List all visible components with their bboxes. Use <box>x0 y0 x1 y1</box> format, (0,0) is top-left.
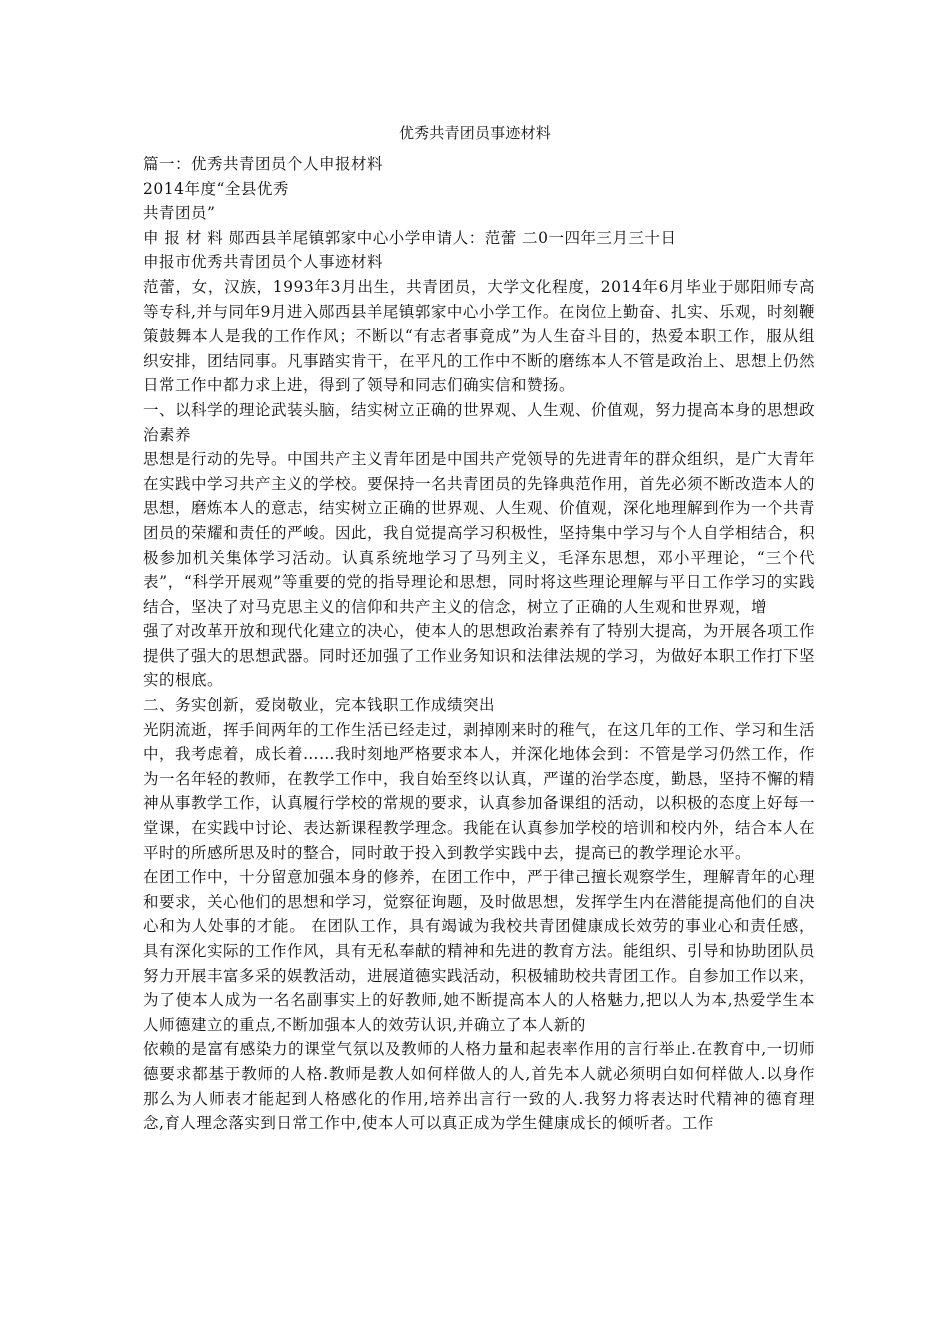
section-heading: 一、以科学的理论武装头脑，结实树立正确的世界观、人生观、价值观，努力提高本身的思想政治素养 <box>143 400 816 444</box>
paragraph: 依赖的是富有感染力的课堂气氛以及教师的人格力量和起表率作用的言行举止.在教育中,一切师德要求都基于教师的人格.教师是教人如何样做人的人,首先本人就必须明白如何样做人.以身作那么为人师表才能起到人格感化的作用,培养出言行一致的人.我努力将表达时代精神的德育理念,育人理念落实到日常工作中,使本人可以真正成为学生健康成长的倾听者。工作 <box>143 1040 815 1133</box>
paragraph: 在团工作中，十分留意加强本身的修养，在团工作中，严于律己擅长观察学生，理解青年的心理和要求，关心他们的思想和学习，觉察征询题，及时做思想，发挥学生内在潜能提高他们的自决心和为人处事的才能。 在团队工作，具有竭诚为我校共青团健康成长效劳的事业心和责任感，具有深化实际的工作作风，具有无私奉献的精神和先进的教育方法。能组织、引导和协助团队员努力开展丰富多采的娱教活动，进展道德实践活动，积极辅助校共青团工作。自参加工作以来，为了使本人成为一名名副事实上的好教师,她不断提高本人的人格魅力,把以人为本,热爱学生本人师德建立的重点,不断加强本人的效劳认识,并确立了本人新的 <box>143 868 816 1034</box>
text-line: 申 报 材 料 郧西县羊尾镇郭家中心小学申请人：范蕾 二0一四年三月三十日 <box>143 228 677 247</box>
paragraph: 强了对改革开放和现代化建立的决心，使本人的思想政治素养有了特别大提高，为开展各项工作提供了强大的思想武器。同时还加强了工作业务知识和法律法规的学习，为做好本职工作打下坚实的根底。 <box>143 622 816 690</box>
text-line: 2014年度“全县优秀 <box>143 179 289 198</box>
text-line: 申报市优秀共青团员个人事迹材料 <box>143 253 384 272</box>
paragraph: 光阴流逝，挥手间两年的工作生活已经走过，剥掉刚来时的稚气，在这几年的工作、学习和生活中，我考虑着，成长着……我时刻地严格要求本人，并深化地体会到：不管是学习仍然工作，作为一名年轻的教师，在教学工作中，我自始至终以认真，严谨的治学态度，勤恳，坚持不懈的精神从事教学工作，认真履行学校的常规的要求，认真参加备课组的活动，以积极的态度上好每一堂课，在实践中讨论、表达新课程教学理念。我能在认真参加学校的培训和校内外，结合本人在平时的所感所思及时的整合，同时敢于投入到教学实践中去，提高已的教学理论水平。 <box>143 720 816 862</box>
text-line: 共青团员” <box>143 204 216 223</box>
paragraph: 思想是行动的先导。中国共产主义青年团是中国共产党领导的先进青年的群众组织，是广大青年在实践中学习共产主义的学校。要保持一名共青团员的先锋典范作用，首先必须不断改造本人的思想，磨炼本人的意志，结实树立正确的世界观、人生观、价值观，深化地理解到作为一个共青团员的荣耀和责任的严峻。因此，我自觉提高学习积极性，坚持集中学习与个人自学相结合，积极参加机关集体学习活动。认真系统地学习了马列主义，毛泽东思想，邓小平理论，“三个代表”，“科学开展观”等重要的党的指导理论和思想，同时将这些理论理解与平日工作学习的实践结合，坚决了对马克思主义的信仰和共产主义的信念，树立了正确的人生观和世界观，增 <box>143 450 816 616</box>
paragraph: 范蕾，女，汉族，1993年3月出生，共青团员，大学文化程度，2014年6月毕业于郧阳师专高等专科,并与同年9月进入郧西县羊尾镇郭家中心小学工作。在岗位上勤奋、扎实、乐观，时刻鞭策鼓舞本人是我的工作作风；不断以“有志者事竟成”为人生奋斗目的，热爱本职工作，服从组织安排，团结同事。凡事踏实肯干，在平凡的工作中不断的磨练本人不管是政治上、思想上仍然日常工作中都力求上进，得到了领导和同志们确实信和赞扬。 <box>143 277 816 395</box>
section-heading: 二、务实创新，爱岗敬业，完本钱职工作成绩突出 <box>143 696 496 715</box>
document-body <box>143 152 815 1136</box>
document-title: 优秀共青团员事迹材料 <box>398 124 551 142</box>
text-line: 篇一：优秀共青团员个人申报材料 <box>143 155 384 173</box>
